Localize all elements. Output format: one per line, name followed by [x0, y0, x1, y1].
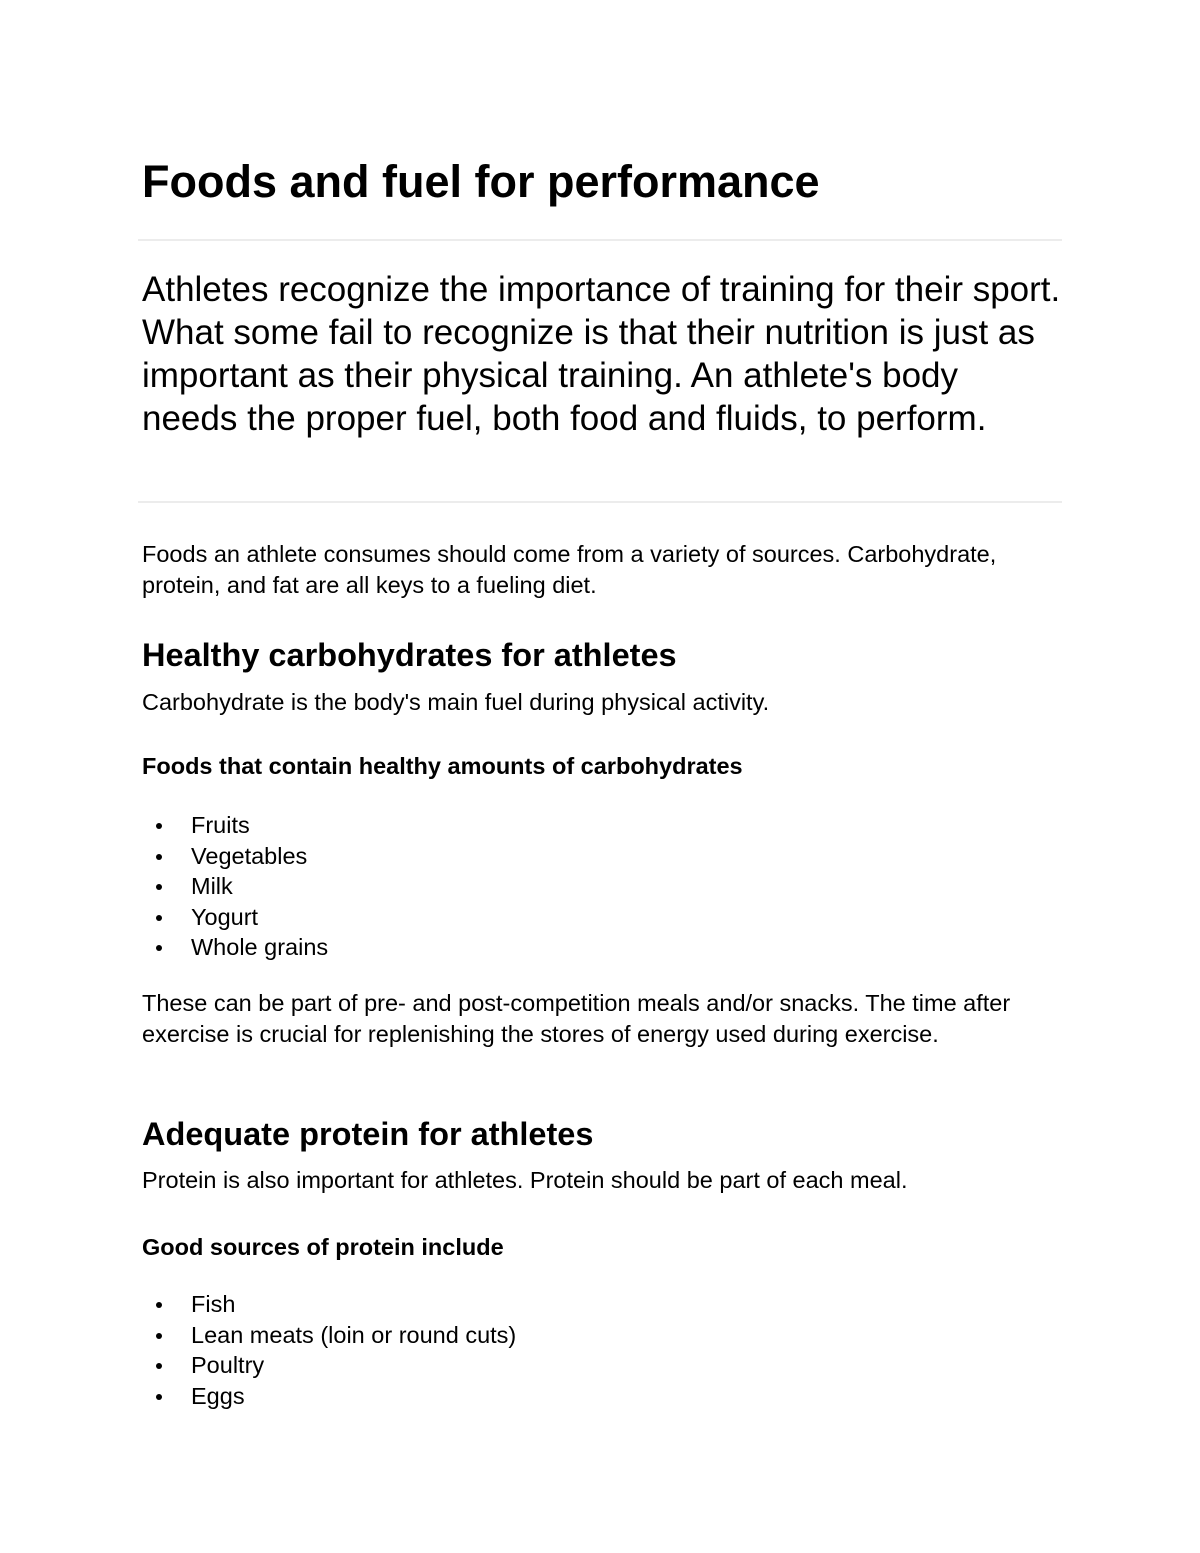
bullet-icon [156, 884, 162, 890]
bullet-icon [156, 1333, 162, 1339]
bullet-icon [156, 1363, 162, 1369]
list-item [142, 871, 328, 902]
intro-paragraph: Foods an athlete consumes should come from a variety of sources. Carbohydrate, protein, and fat are all keys to a fueling diet. [142, 541, 997, 598]
protein-list [142, 1289, 516, 1411]
list-item [142, 902, 328, 933]
carbs-paragraph: Carbohydrate is the body's main fuel during physical activity. [142, 689, 770, 715]
divider-top [138, 239, 1062, 241]
list-item [142, 810, 328, 841]
list-item [142, 1381, 516, 1412]
protein-paragraph: Protein is also important for athletes. Protein should be part of each meal. [142, 1167, 908, 1193]
bullet-icon [156, 854, 162, 860]
list-item [142, 932, 328, 963]
carbs-after-paragraph: These can be part of pre- and post-competition meals and/or snacks. The time after exercise is crucial for replenishing the stores of energy used during exercise. [142, 990, 1011, 1047]
bullet-icon [156, 945, 162, 951]
list-item-label: Vegetables [191, 842, 308, 869]
carbs-list [142, 810, 328, 963]
list-item-label: Whole grains [191, 934, 329, 960]
list-item [142, 1289, 516, 1320]
list-item [142, 1320, 516, 1351]
list-item [142, 1350, 516, 1381]
divider-bottom [138, 501, 1062, 503]
list-item-label: Eggs [191, 1382, 245, 1409]
list-item [142, 841, 328, 872]
list-item-label: Milk [191, 873, 233, 899]
carbs-list-heading: Foods that contain healthy amounts of carbohydrates [142, 753, 743, 779]
list-item-label: Poultry [191, 1352, 265, 1378]
list-item-label: Fish [191, 1291, 236, 1317]
bullet-icon [156, 823, 162, 829]
lead-paragraph: Athletes recognize the importance of training for their sport. What some fail to recognize is that their nutrition is just as important as their physical training. An athlete's body needs the proper fuel, both food and fluids, to perform. [142, 270, 1061, 438]
bullet-icon [156, 1302, 162, 1308]
list-item-label: Fruits [191, 812, 250, 838]
bullet-icon [156, 915, 162, 921]
carbs-heading: Healthy carbohydrates for athletes [142, 637, 677, 673]
protein-list-heading: Good sources of protein include [142, 1234, 504, 1260]
list-item-label: Lean meats (loin or round cuts) [191, 1321, 517, 1348]
bullet-icon [156, 1394, 162, 1400]
protein-heading: Adequate protein for athletes [142, 1116, 594, 1152]
list-item-label: Yogurt [191, 903, 259, 930]
page-title: Foods and fuel for performance [142, 156, 820, 207]
